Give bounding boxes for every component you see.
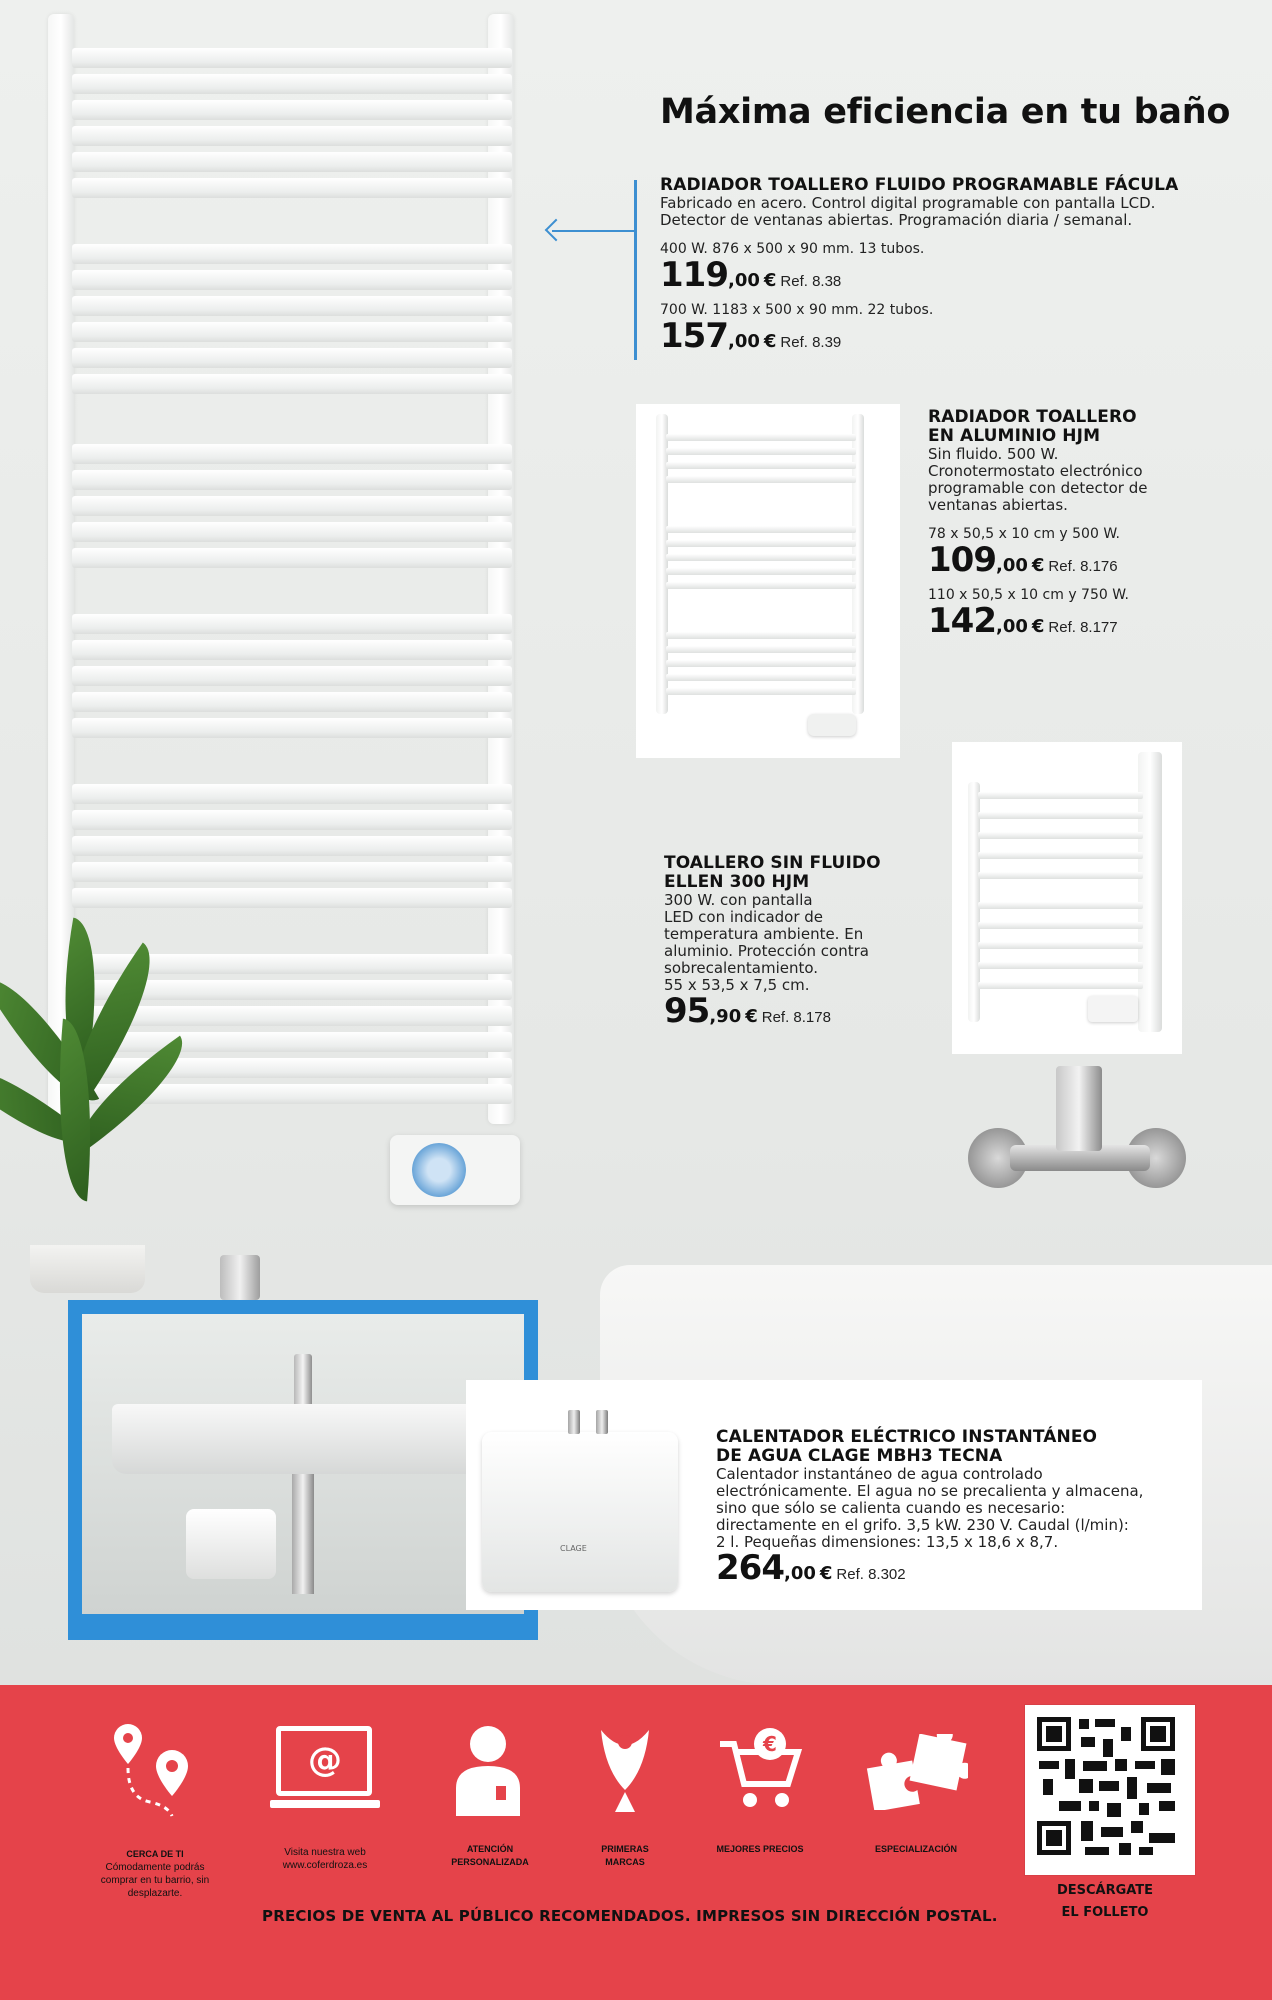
footer-item-marcas [555, 1843, 695, 1869]
variant-spec: 110 x 50,5 x 10 cm y 750 W. [928, 587, 1129, 603]
callout-line [634, 180, 637, 360]
product-facula [660, 175, 1220, 356]
footer-item-cerca [80, 1848, 230, 1900]
footer-item-text: Cómodamente podrás [105, 1862, 205, 1873]
price-currency: € [819, 1563, 833, 1584]
thermostat-icon [390, 1135, 520, 1205]
product-desc-line: electrónicamente. El agua no se precalienta y almacena, [716, 1482, 1144, 1500]
product-desc-line: programable con detector de [928, 479, 1148, 497]
footer-disclaimer: PRECIOS DE VENTA AL PÚBLICO RECOMENDADOS. IMPRESOS SIN DIRECCIÓN POSTAL. [262, 1907, 998, 1925]
product-desc-line: ventanas abiertas. [928, 496, 1068, 514]
product-desc-line: 300 W. con pantalla [664, 891, 813, 909]
product-title-line: CALENTADOR ELÉCTRICO INSTANTÁNEO [716, 1427, 1098, 1447]
footer-web-link[interactable]: www.coferdroza.es [282, 1860, 368, 1871]
footer-item-title: ATENCIÓN [466, 1844, 514, 1854]
product-desc-line: Detector de ventanas abiertas. Programación diaria / semanal. [660, 211, 1133, 229]
price-decimal: ,00 [995, 616, 1028, 637]
product-desc-line: LED con indicador de [664, 908, 824, 926]
footer-item-precios [690, 1843, 830, 1856]
plant-pot [30, 1245, 145, 1293]
footer-item-especializacion [846, 1843, 986, 1856]
product-title-line: ELLEN 300 HJM [664, 872, 810, 892]
product-image-ellen [952, 742, 1182, 1054]
product-title-line: DE AGUA CLAGE MBH3 TECNA [716, 1446, 1003, 1466]
product-clage-box [466, 1380, 1202, 1610]
euro-symbol: € [763, 1732, 777, 1756]
product-ref: Ref. 8.39 [780, 334, 842, 351]
variant-price [928, 601, 1228, 641]
footer-item-title: MARCAS [605, 1857, 645, 1867]
page-title: Máxima eficiencia en tu baño [660, 92, 1231, 132]
product-hjm [928, 407, 1228, 641]
at-symbol: @ [308, 1740, 342, 1780]
product-title-line: TOALLERO SIN FLUIDO [664, 853, 881, 873]
laptop-at-icon [270, 1726, 380, 1816]
footer-item-text: comprar en tu barrio, sin [100, 1875, 210, 1886]
product-desc-line: 2 l. Pequeñas dimensiones: 13,5 x 18,6 x 8,7. [716, 1533, 1059, 1551]
price-currency: € [1031, 555, 1045, 576]
product-price [716, 1548, 1196, 1588]
product-image-hjm [636, 404, 900, 758]
variant-spec: 400 W. 876 x 500 x 90 mm. 13 tubos. [660, 241, 925, 257]
bath-tap-icon [1056, 1066, 1102, 1151]
product-desc-line: temperatura ambiente. En [664, 925, 864, 943]
product-title-line: EN ALUMINIO HJM [928, 426, 1101, 446]
plant-icon [0, 900, 190, 1240]
price-decimal: ,00 [783, 1563, 816, 1584]
footer-item-atencion [420, 1843, 560, 1869]
variant-spec: 78 x 50,5 x 10 cm y 500 W. [928, 526, 1121, 542]
water-heater-icon [482, 1432, 678, 1592]
footer-item-title: PERSONALIZADA [451, 1857, 529, 1867]
price-decimal: ,90 [709, 1006, 742, 1027]
product-ref: Ref. 8.302 [836, 1566, 906, 1583]
price-integer: 109 [928, 540, 996, 580]
puzzle-icon [864, 1734, 968, 1810]
product-ref: Ref. 8.176 [1048, 558, 1118, 575]
price-decimal: ,00 [727, 331, 760, 352]
brand-badge-icon [595, 1726, 655, 1818]
variant-price [928, 540, 1228, 580]
footer-item-title: PRIMERAS [601, 1844, 649, 1854]
price-integer: 95 [664, 991, 710, 1031]
price-currency: € [763, 270, 777, 291]
footer-item-title: ESPECIALIZACIÓN [874, 1844, 957, 1854]
product-desc-line: Cronotermostato electrónico [928, 462, 1143, 480]
qr-label-line: EL FOLLETO [1061, 1905, 1149, 1920]
device-logo: CLAGE [560, 1544, 587, 1553]
footer-item-text: desplazarte. [127, 1888, 183, 1899]
price-integer: 119 [660, 255, 728, 295]
product-ref: Ref. 8.38 [780, 273, 842, 290]
price-integer: 264 [716, 1548, 784, 1588]
product-desc-line: sino que sólo se calienta cuando es necesario: [716, 1499, 1066, 1517]
product-title: RADIADOR TOALLERO FLUIDO PROGRAMABLE FÁCULA [660, 175, 1179, 195]
product-desc-line: directamente en el grifo. 3,5 kW. 230 V. Caudal (l/min): [716, 1516, 1129, 1534]
footer-item-title: MEJORES PRECIOS [716, 1844, 804, 1854]
variant-spec: 700 W. 1183 x 500 x 90 mm. 22 tubos. [660, 302, 934, 318]
product-ref: Ref. 8.177 [1048, 619, 1118, 636]
price-currency: € [1031, 616, 1045, 637]
qr-label [1040, 1880, 1170, 1924]
product-price [664, 991, 944, 1031]
person-icon [452, 1724, 524, 1816]
price-integer: 157 [660, 316, 728, 356]
product-desc-line: aluminio. Protección contra [664, 942, 869, 960]
product-desc-line: Sin fluido. 500 W. [928, 445, 1059, 463]
qr-code[interactable] [1025, 1705, 1195, 1875]
product-clage [716, 1427, 1196, 1588]
footer-item-text: Visita nuestra web [284, 1847, 366, 1858]
variant-price [660, 316, 1220, 356]
product-ellen [664, 853, 944, 1031]
product-title-line: RADIADOR TOALLERO [928, 407, 1137, 427]
price-currency: € [763, 331, 777, 352]
footer-item-web[interactable] [255, 1846, 395, 1872]
price-integer: 142 [928, 601, 996, 641]
product-desc-line: 55 x 53,5 x 7,5 cm. [664, 976, 810, 994]
product-ref: Ref. 8.178 [761, 1009, 831, 1026]
variant-price [660, 255, 1220, 295]
price-decimal: ,00 [727, 270, 760, 291]
soap-dispenser-icon [220, 1255, 260, 1300]
footer-item-title: CERCA DE TI [126, 1849, 184, 1859]
price-decimal: ,00 [995, 555, 1028, 576]
product-desc-line: Calentador instantáneo de agua controlado [716, 1465, 1043, 1483]
product-desc-line: Fabricado en acero. Control digital programable con pantalla LCD. [660, 194, 1156, 212]
qr-label-line: DESCÁRGATE [1056, 1883, 1154, 1898]
arrow-left-icon [545, 219, 568, 242]
price-currency: € [745, 1006, 758, 1027]
location-pins-icon [110, 1722, 200, 1818]
product-desc-line: sobrecalentamiento. [664, 959, 819, 977]
